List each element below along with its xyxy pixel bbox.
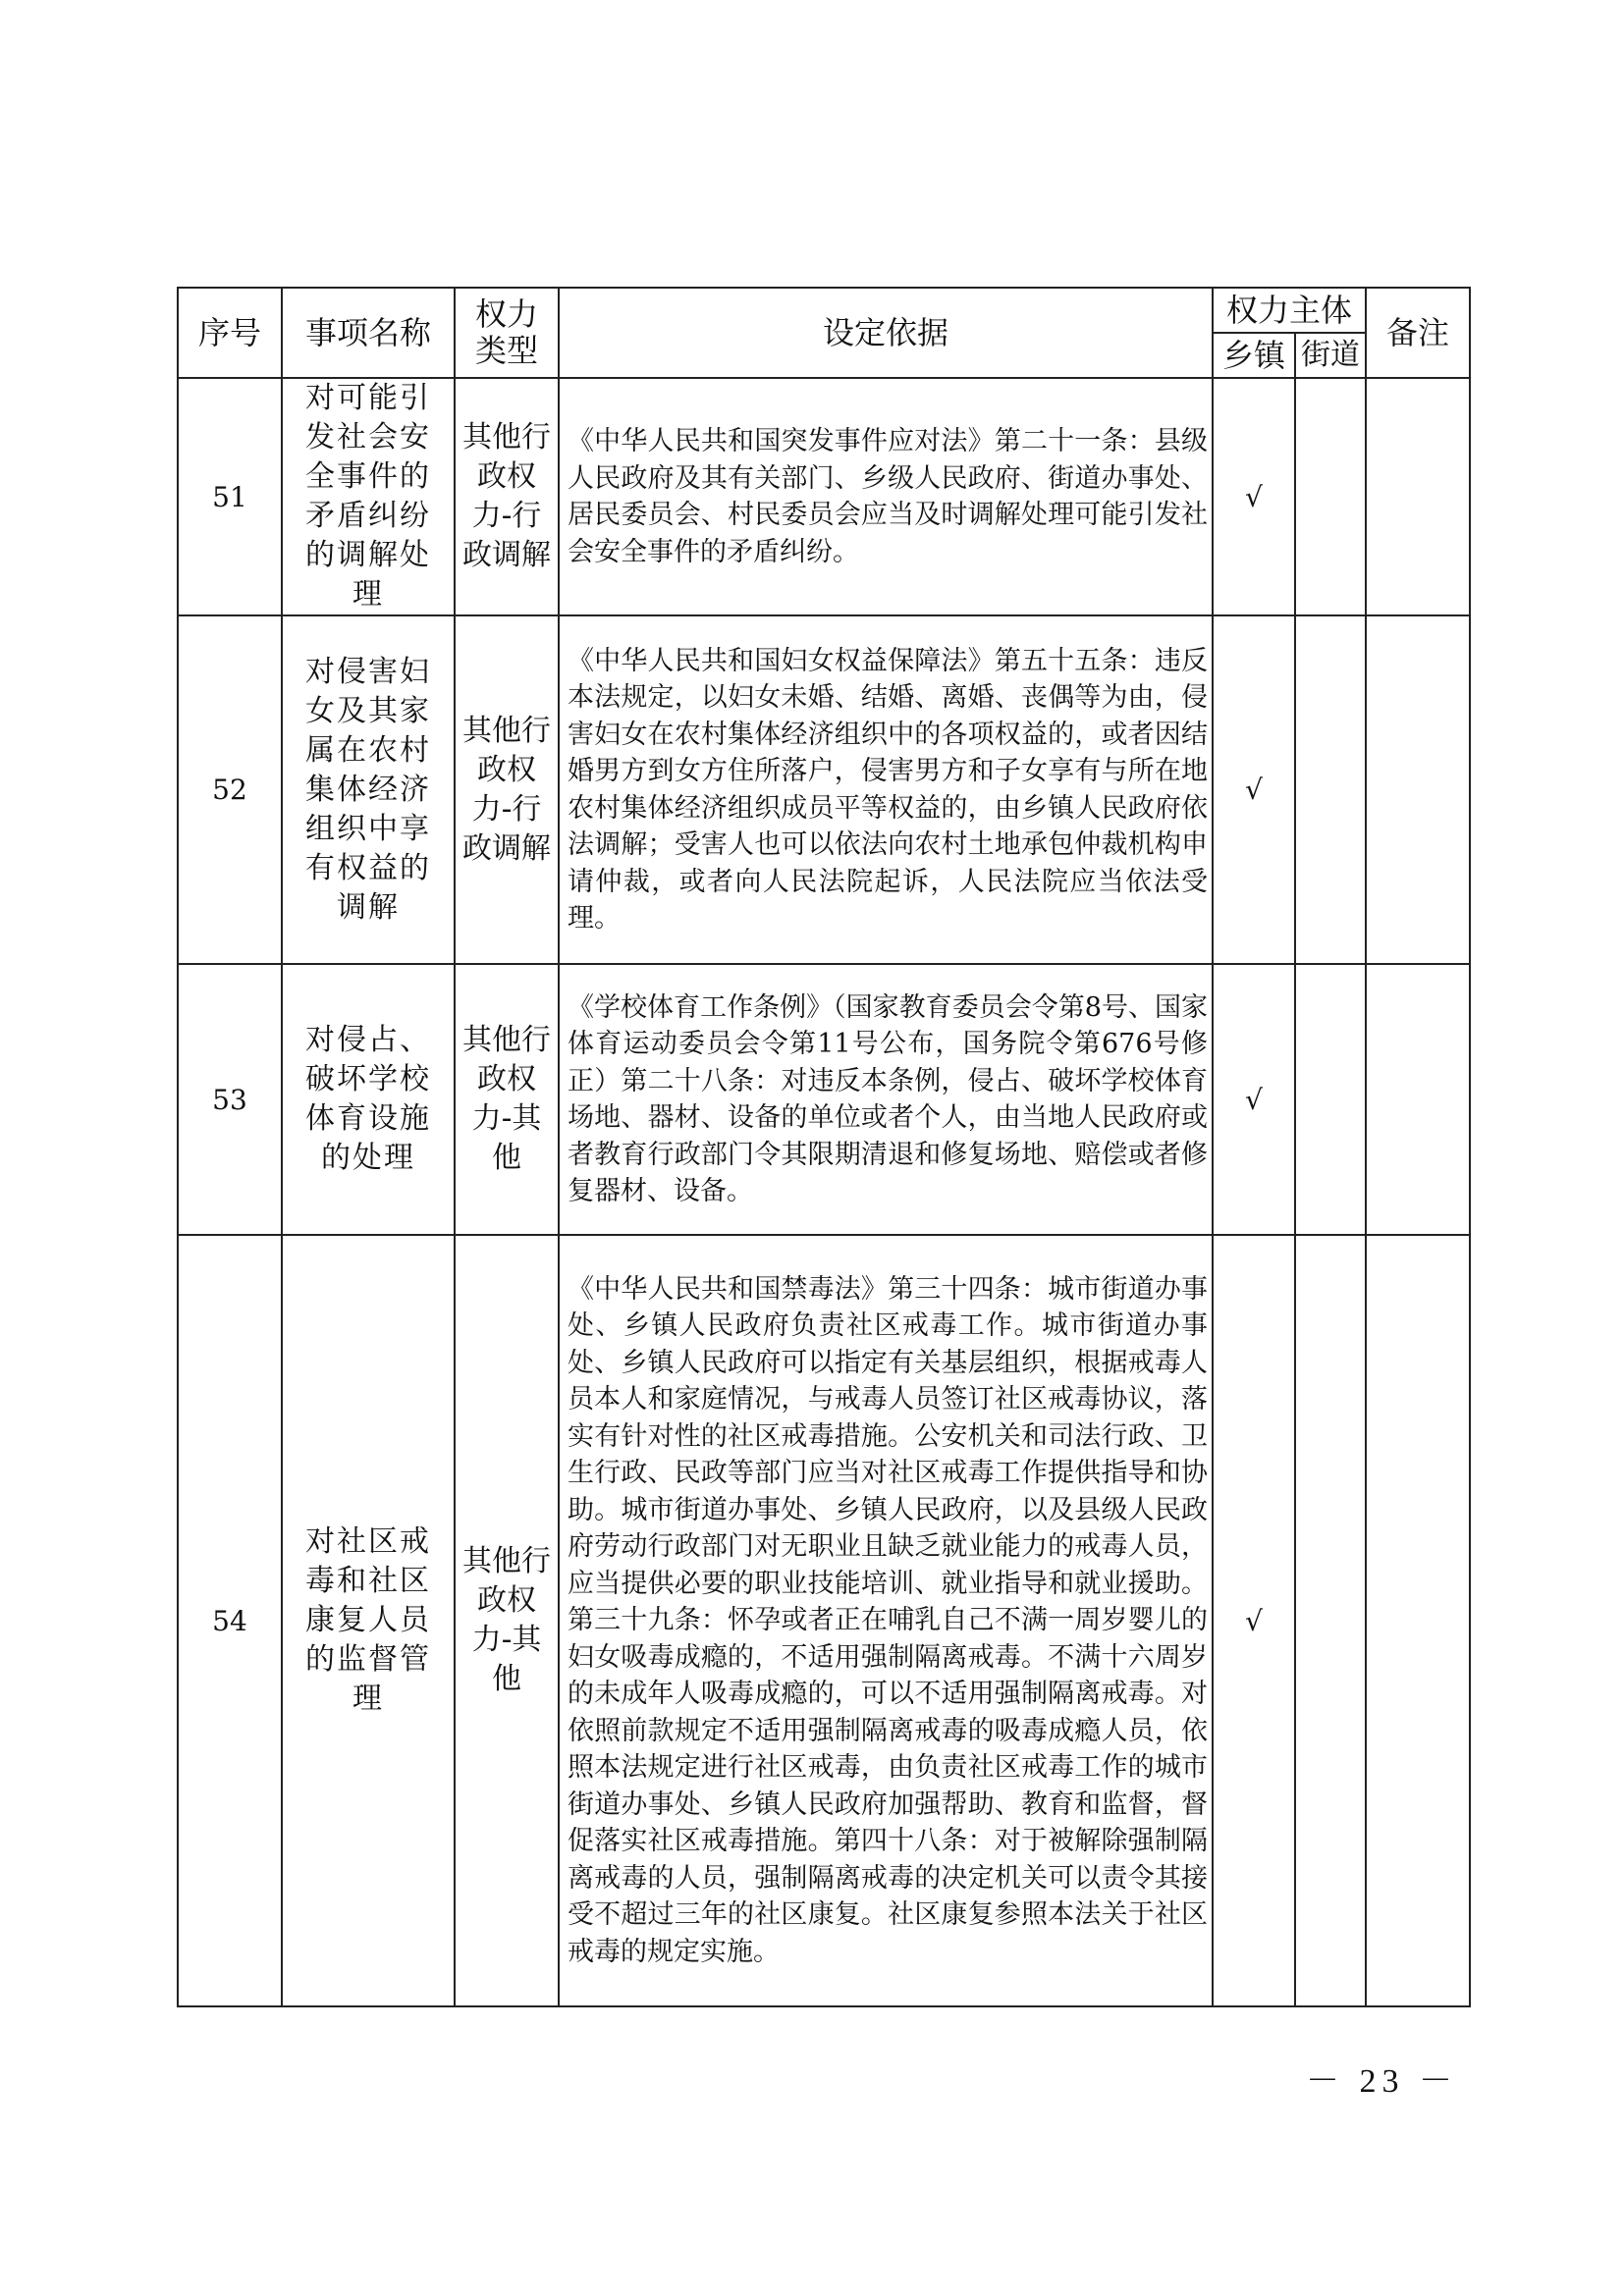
row-type: 其他行政权力-行政调解 xyxy=(455,615,559,964)
row-no: 51 xyxy=(178,378,282,615)
power-list-table xyxy=(177,287,1471,2007)
row-street-mark xyxy=(1295,378,1366,615)
row-name: 对侵害妇女及其家属在农村集体经济组织中享有权益的调解 xyxy=(282,615,455,964)
row-no: 53 xyxy=(178,964,282,1235)
row-remark xyxy=(1366,964,1470,1235)
header-township: 乡镇 xyxy=(1213,333,1295,378)
table-row xyxy=(178,615,1470,964)
row-township-mark: √ xyxy=(1213,1235,1295,2006)
table-row xyxy=(178,964,1470,1235)
row-remark xyxy=(1366,378,1470,615)
header-no: 序号 xyxy=(178,288,282,378)
header-basis: 设定依据 xyxy=(559,288,1213,378)
page-number: － 23 － xyxy=(1306,2063,1458,2100)
row-township-mark: √ xyxy=(1213,615,1295,964)
row-name: 对可能引发社会安全事件的矛盾纠纷的调解处理 xyxy=(282,378,455,615)
row-basis: 《学校体育工作条例》（国家教育委员会令第8号、国家体育运动委员会令第11号公布，国务院令第676号修正）第二十八条：对违反本条例，侵占、破坏学校体育场地、器材、设备的单位或者个人，由当地人民政府或者教育行政部门令其限期清退和修复场地、赔偿或者修复器材、设备。 xyxy=(559,964,1213,1235)
table-row xyxy=(178,1235,1470,2006)
header-subject: 权力主体 xyxy=(1213,288,1366,333)
header-remark: 备注 xyxy=(1366,288,1470,378)
row-type: 其他行政权力-行政调解 xyxy=(455,378,559,615)
row-no: 52 xyxy=(178,615,282,964)
row-township-mark: √ xyxy=(1213,964,1295,1235)
header-type: 权力类型 xyxy=(455,288,559,378)
row-type: 其他行政权力-其他 xyxy=(455,1235,559,2006)
row-no: 54 xyxy=(178,1235,282,2006)
row-basis: 《中华人民共和国突发事件应对法》第二十一条：县级人民政府及其有关部门、乡级人民政府、街道办事处、居民委员会、村民委员会应当及时调解处理可能引发社会安全事件的矛盾纠纷。 xyxy=(559,378,1213,615)
row-remark xyxy=(1366,1235,1470,2006)
row-street-mark xyxy=(1295,1235,1366,2006)
row-basis: 《中华人民共和国妇女权益保障法》第五十五条：违反本法规定，以妇女未婚、结婚、离婚、丧偶等为由，侵害妇女在农村集体经济组织中的各项权益的，或者因结婚男方到女方住所落户，侵害男方和子女享有与所在地农村集体经济组织成员平等权益的，由乡镇人民政府依法调解；受害人也可以依法向农村土地承包仲裁机构申请仲裁，或者向人民法院起诉，人民法院应当依法受理。 xyxy=(559,615,1213,964)
row-type: 其他行政权力-其他 xyxy=(455,964,559,1235)
row-name: 对社区戒毒和社区康复人员的监督管理 xyxy=(282,1235,455,2006)
header-street: 街道 xyxy=(1295,333,1366,378)
row-street-mark xyxy=(1295,615,1366,964)
header-name: 事项名称 xyxy=(282,288,455,378)
row-basis: 《中华人民共和国禁毒法》第三十四条：城市街道办事处、乡镇人民政府负责社区戒毒工作。城市街道办事处、乡镇人民政府可以指定有关基层组织，根据戒毒人员本人和家庭情况，与戒毒人员签订社区戒毒协议，落实有针对性的社区戒毒措施。公安机关和司法行政、卫生行政、民政等部门应当对社区戒毒工作提供指导和协助。城市街道办事处、乡镇人民政府，以及县级人民政府劳动行政部门对无职业且缺乏就业能力的戒毒人员，应当提供必要的职业技能培训、就业指导和就业援助。第三十九条：怀孕或者正在哺乳自己不满一周岁婴儿的妇女吸毒成瘾的，不适用强制隔离戒毒。不满十六周岁的未成年人吸毒成瘾的，可以不适用强制隔离戒毒。对依照前款规定不适用强制隔离戒毒的吸毒成瘾人员，依照本法规定进行社区戒毒，由负责社区戒毒工作的城市街道办事处、乡镇人民政府加强帮助、教育和监督，督促落实社区戒毒措施。第四十八条：对于被解除强制隔离戒毒的人员，强制隔离戒毒的决定机关可以责令其接受不超过三年的社区康复。社区康复参照本法关于社区戒毒的规定实施。 xyxy=(559,1235,1213,2006)
row-township-mark: √ xyxy=(1213,378,1295,615)
row-remark xyxy=(1366,615,1470,964)
row-street-mark xyxy=(1295,964,1366,1235)
row-name: 对侵占、破坏学校体育设施的处理 xyxy=(282,964,455,1235)
table-row xyxy=(178,378,1470,615)
